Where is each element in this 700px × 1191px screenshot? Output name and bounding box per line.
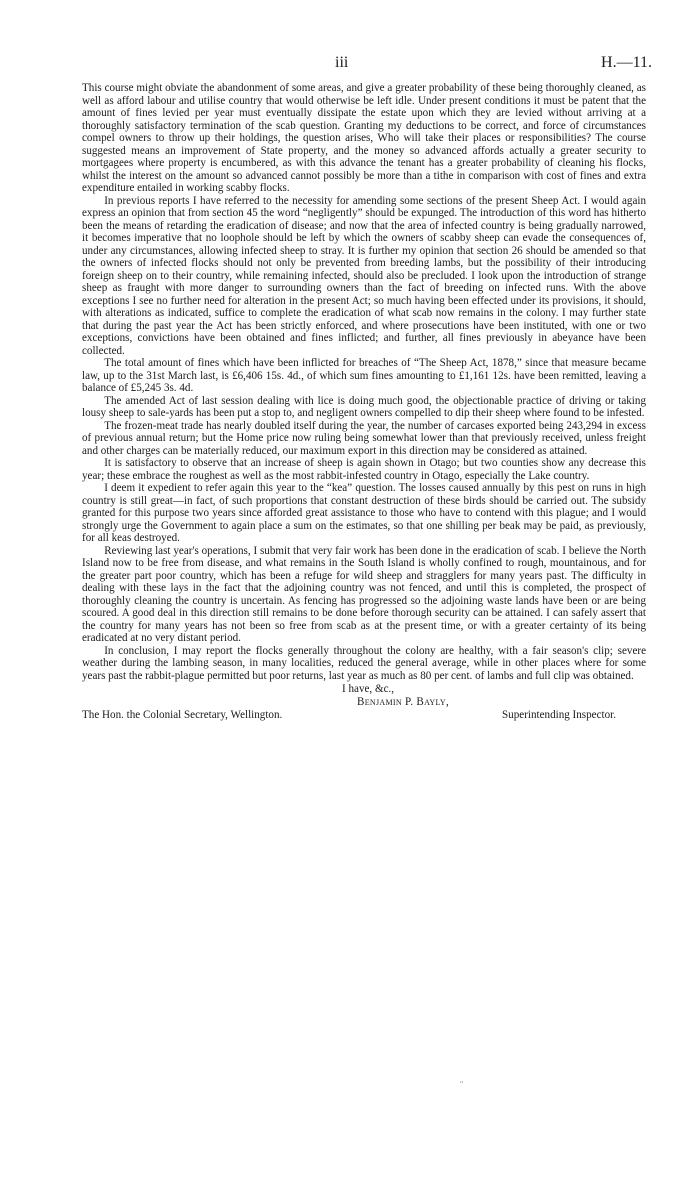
paragraph: In conclusion, I may report the flocks generally throughout the colony are healthy, with a fair season's clip; severe weather during the lambing season, in many localities, reduced the general average, while in other places where for some years past the rabbit-plague permitted but poor returns, last year as much as 80 per cent. of lambs and full clip was obtained. [82, 644, 646, 682]
scan-speck: ¨ [460, 1080, 464, 1091]
paragraph: This course might obviate the abandonment of some areas, and give a greater probability of these being thoroughly cleaned, as well as afford labour and utilise country that would otherwise be left idle. Under present conditions it must be patent that the amount of fines levied per year must eventually dissipate the estate upon which they are levied without arriving at a thoroughly satisfactory termination of the scab question. Granting my deductions to be correct, and force of circumstances compel owners to throw up their holdings, the question arises, Who will take their places or responsibilities? The course suggested means an improvement of State property, and the money so advanced affords actually a greater security to mortgagees where property is encumbered, as with this advance the tenant has a greater probability of cleaning his flocks, whilst the interest on the amount so advanced cannot possibly be more than a tithe in comparison with cost of fines and extra expenditure entailed in working scabby flocks. [82, 82, 646, 194]
paragraph: The frozen-meat trade has nearly doubled itself during the year, the number of carcases exported being 243,294 in excess of previous annual return; but the Home price now ruling being somewhat lower than that previously received, unless freight and other charges can be materially reduced, our maximum export in this direction may be considered as attained. [82, 419, 646, 457]
paragraph: I deem it expedient to refer again this year to the “kea” question. The losses caused annually by this pest on runs in high country is still great—in fact, of such proportions that constant destruction of these birds should be carried out. The subsidy granted for this purpose two years since afforded great assistance to those who have to contend with this plague; and I would strongly urge the Government to again place a sum on the estimates, so that one shilling per beak may be paid, as previously, for all keas destroyed. [82, 482, 646, 544]
paragraph: Reviewing last year's operations, I submit that very fair work has been done in the eradication of scab. I believe the North Island now to be free from disease, and what remains in the South Island is wholly confined to rough, mountainous, and for the greater part poor country, which has been a refuge for wild sheep and stragglers for many years past. The difficulty in dealing with these lays in the fact that the adjoining country was not fenced, and until this is completed, the prospect of thoroughly cleaning the country is uncertain. As fencing has progressed so the adjoining waste lands have been or are being scoured. A good deal in this direction still remains to be done before thorough security can be attained. I can safely assert that the country for many years has not been so free from scab as at the present time, or with a greater certainty of its being eradicated at no very distant period. [82, 544, 646, 644]
salutation: I have, &c., [342, 683, 395, 695]
body-text [82, 82, 646, 722]
page-number: iii [335, 54, 349, 71]
signatory: Benjamin P. Bayly, [357, 696, 450, 708]
addressee: The Hon. the Colonial Secretary, Wellington. [82, 709, 283, 721]
paragraph: The total amount of fines which have been inflicted for breaches of “The Sheep Act, 1878,” since that measure became law, up to the 31st March last, is £6,406 15s. 4d., of which sum fines amounting to £1,161 12s. have been remitted, leaving a balance of £5,245 3s. 4d. [82, 357, 646, 394]
letter-closing [82, 683, 646, 722]
paragraph: It is satisfactory to observe that an increase of sheep is again shown in Otago; but two counties show any decrease this year; these embrace the roughest as well as the most rabbit-infested country in Otago, especially the Lake country. [82, 457, 646, 482]
paragraph: The amended Act of last session dealing with lice is doing much good, the objectionable practice of driving or taking lousy sheep to sale-yards has been put a stop to, and negligent owners compelled to dip their sheep where found to be infested. [82, 394, 646, 419]
closing-row [82, 709, 646, 722]
page-header [0, 54, 700, 78]
document-reference: H.—11. [601, 54, 652, 71]
signatory-title: Superintending Inspector. [502, 709, 616, 721]
paragraph: In previous reports I have referred to the necessity for amending some sections of the present Sheep Act. I would again express an opinion that from section 45 the word “negligently” should be expunged. The introduction of this word has hitherto been the means of retarding the eradication of disease; and now that the area of infected country is being gradually narrowed, it becomes imperative that no loophole should be left by which the owners of scabby sheep can evade the consequences of, under any circumstances, allowing infected sheep to stray. It is further my opinion that section 26 should be amended so that the owners of infected flocks should not only be prevented from breeding lambs, but the possibility of their introducing foreign sheep on to their country, while remaining infected, should also be precluded. I look upon the introduction of strange sheep as fraught with more danger to surrounding owners than the fact of breeding on infected runs. With the above exceptions I see no further need for alteration in the present Act; so much having been effected under its provisions, it should, with alterations as indicated, suffice to complete the eradication of what scab now remains in the colony. I may further state that during the past year the Act has been strictly enforced, and where prosecutions have been instituted, with one or two exceptions, convictions have been obtained and fines inflicted; and further, all fines previously in abeyance have been collected. [82, 194, 646, 357]
